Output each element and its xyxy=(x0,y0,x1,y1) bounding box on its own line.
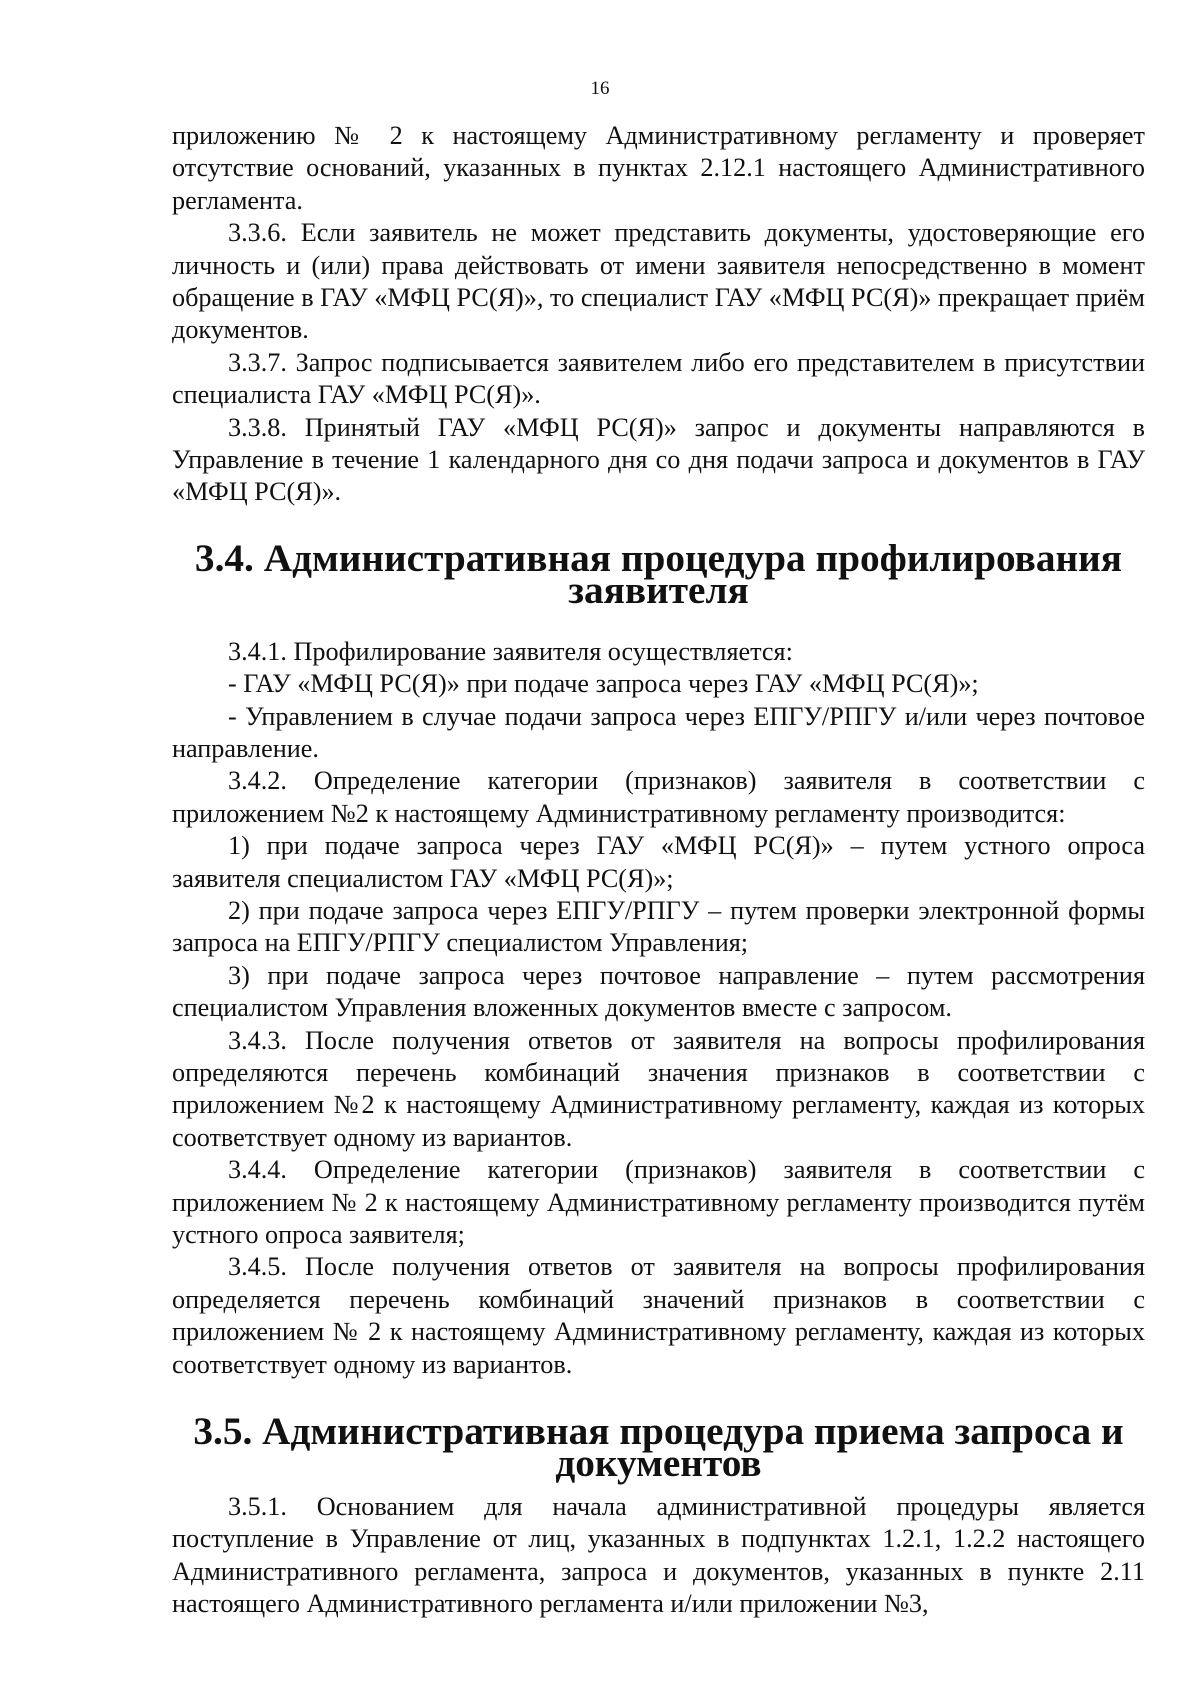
paragraph-3-4-2-item-3: 3) при подаче запроса через почтовое направление – путем рассмотрения специалистом Управления вложенных документов вместе с запросом. xyxy=(172,960,1145,1023)
paragraph-3-4-1-item-mfc: - ГАУ «МФЦ РС(Я)» при подаче запроса через ГАУ «МФЦ РС(Я)»; xyxy=(228,669,979,699)
paragraph-3-5-1: 3.5.1. Основанием для начала административной процедуры является поступление в Управление от лиц, указанных в подпунктах 1.2.1, 1.2.2 настоящего Административного регламента, запроса и документов, указанных в пункте 2.11 настоящего Административного регламента и/или приложении №3, xyxy=(172,1491,1145,1619)
paragraph-3-4-1: 3.4.1. Профилирование заявителя осуществляется: xyxy=(228,636,793,666)
paragraph-3-4-2-item-2: 2) при подаче запроса через ЕПГУ/РПГУ – путем проверки электронной формы запроса на ЕПГУ/РПГУ специалистом Управления; xyxy=(172,895,1145,958)
paragraph-continuation: приложению № 2 к настоящему Административному регламенту и проверяет отсутствие оснований, указанных в пунктах 2.12.1 настоящего Административного регламента. xyxy=(172,121,1145,215)
paragraph-3-4-2-item-1: 1) при подаче запроса через ГАУ «МФЦ РС(Я)» – путем устного опроса заявителя специалистом ГАУ «МФЦ РС(Я)»; xyxy=(172,831,1145,893)
page-number: 16 xyxy=(590,78,610,99)
section-heading-3-5: 3.5. Административная процедура приема запроса и документов xyxy=(193,1409,1124,1486)
paragraph-3-4-1-item-management: - Управлением в случае подачи запроса через ЕПГУ/РПГУ и/или через почтовое направление. xyxy=(172,701,1145,763)
paragraph-3-4-5: 3.4.5. После получения ответов от заявителя на вопросы профилирования определяется перечень комбинаций значений признаков в соответствии с приложением № 2 к настоящему Административному регламенту, каждая из которых соответствует одному из вариантов. xyxy=(172,1252,1145,1379)
paragraph-3-3-8: 3.3.8. Принятый ГАУ «МФЦ РС(Я)» запрос и документы направляются в Управление в течение 1 календарного дня со дня подачи запроса и документов в ГАУ «МФЦ РС(Я)». xyxy=(172,412,1145,507)
paragraph-3-4-3: 3.4.3. После получения ответов от заявителя на вопросы профилирования определяются перечень комбинаций значения признаков в соответствии с приложением №2 к настоящему Административному регламенту, каждая из которых соответствует одному из вариантов. xyxy=(172,1025,1145,1152)
paragraph-3-3-7: 3.3.7. Запрос подписывается заявителем либо его представителем в присутствии специалиста ГАУ «МФЦ РС(Я)». xyxy=(172,347,1145,410)
paragraph-3-3-6: 3.3.6. Если заявитель не может представить документы, удостоверяющие его личность и (или) права действовать от имени заявителя непосредственно в момент обращение в ГАУ «МФЦ РС(Я)», то специалист ГАУ «МФЦ РС(Я)» прекращает приём документов. xyxy=(172,218,1145,345)
section-heading-3-4: 3.4. Административная процедура профилирования заявителя xyxy=(194,535,1123,613)
paragraph-3-4-4: 3.4.4. Определение категории (признаков) заявителя в соответствии с приложением № 2 к настоящему Административному регламенту производится путём устного опроса заявителя; xyxy=(172,1155,1145,1249)
page-content xyxy=(172,120,1145,1620)
paragraph-3-4-2: 3.4.2. Определение категории (признаков) заявителя в соответствии с приложением №2 к настоящему Административному регламенту производится: xyxy=(172,766,1145,828)
